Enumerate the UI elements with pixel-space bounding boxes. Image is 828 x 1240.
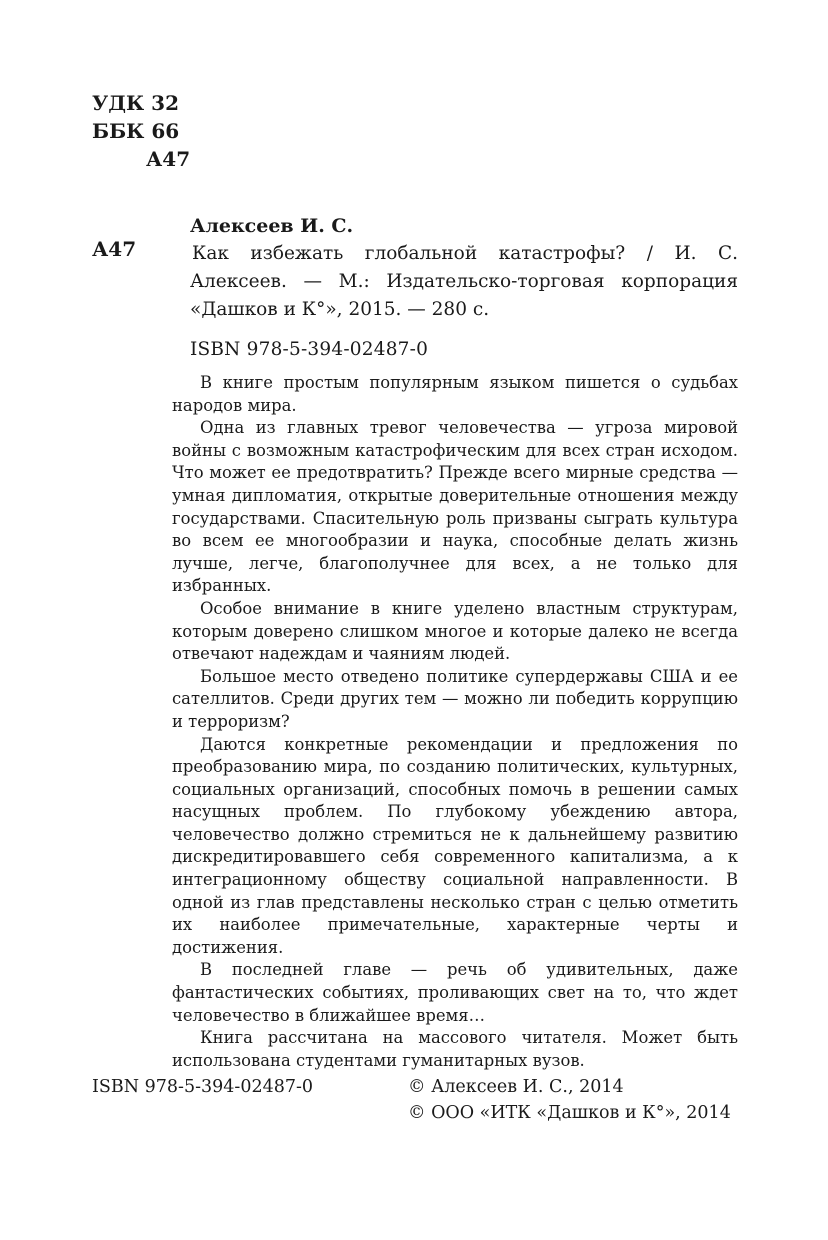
annotation (172, 372, 738, 1072)
author-mark: А47 (146, 147, 191, 171)
udk-code: УДК 32 (92, 91, 180, 115)
side-author-mark: А47 (92, 237, 137, 261)
copyright-publisher: © ООО «ИТК «Дашков и К°», 2014 (408, 1103, 731, 1123)
copyright-author: © Алексеев И. С., 2014 (408, 1077, 624, 1097)
annotation-paragraph: Одна из главных тревог человечества — угроза мировой войны с возможным катастрофическим для всех стран исходом. Что может ее предотвратить? Прежде всего мирные средства — умная дипломатия, открытые доверительные отношения между государствами. Спасительную роль призваны сыграть культура во всем ее многообразии и наука, способные делать жизнь лучше, легче, благополучнее для всех, а не только для избранных. (172, 418, 738, 596)
bibliographic-record (190, 212, 738, 364)
copyright-block (408, 1074, 731, 1126)
isbn: ISBN 978-5-394-02487-0 (190, 339, 429, 360)
annotation-paragraph: Даются конкретные рекомендации и предложения по преобразованию мира, по созданию политических, культурных, социальных организаций, способных помочь в решении самых насущных проблем. По глубокому убеждению автора, человечество должно стремиться не к дальнейшему развитию дискредитировавшего себя современного капитализма, а к интеграционному обществу социальной направленности. В одной из глав представлены несколько стран с целью отметить их наиболее примечательные, характерные черты и достижения. (172, 734, 738, 957)
annotation-paragraph: В книге простым популярным языком пишется о судьбах народов мира. (172, 373, 738, 415)
annotation-paragraph: Книга рассчитана на массового читателя. Может быть использована студентами гуманитарных вузов. (172, 1028, 738, 1070)
author-name: Алексеев И. С. (190, 215, 354, 237)
annotation-paragraph: В последней главе — речь об удивительных, даже фантастических событиях, проливающих свет на то, что ждет человечество в ближайшее время… (172, 960, 738, 1025)
annotation-paragraph: Особое внимание в книге уделено властным структурам, которым доверено слишком многое и которые далеко не всегда отвечают надеждам и чаяниям людей. (172, 598, 738, 664)
annotation-paragraph: Большое место отведено политике супердержавы США и ее сателлитов. Среди других тем — можно ли победить коррупцию и терроризм? (172, 666, 738, 731)
bibliographic-description: Как избежать глобальной катастрофы? / И. С. Алексеев. — М.: Издательско-торговая корпорация «Дашков и К°», 2015. — 280 с. (190, 243, 738, 320)
bbk-code: ББК 66 (92, 119, 180, 143)
footer-isbn: ISBN 978-5-394-02487-0 (92, 1077, 314, 1097)
